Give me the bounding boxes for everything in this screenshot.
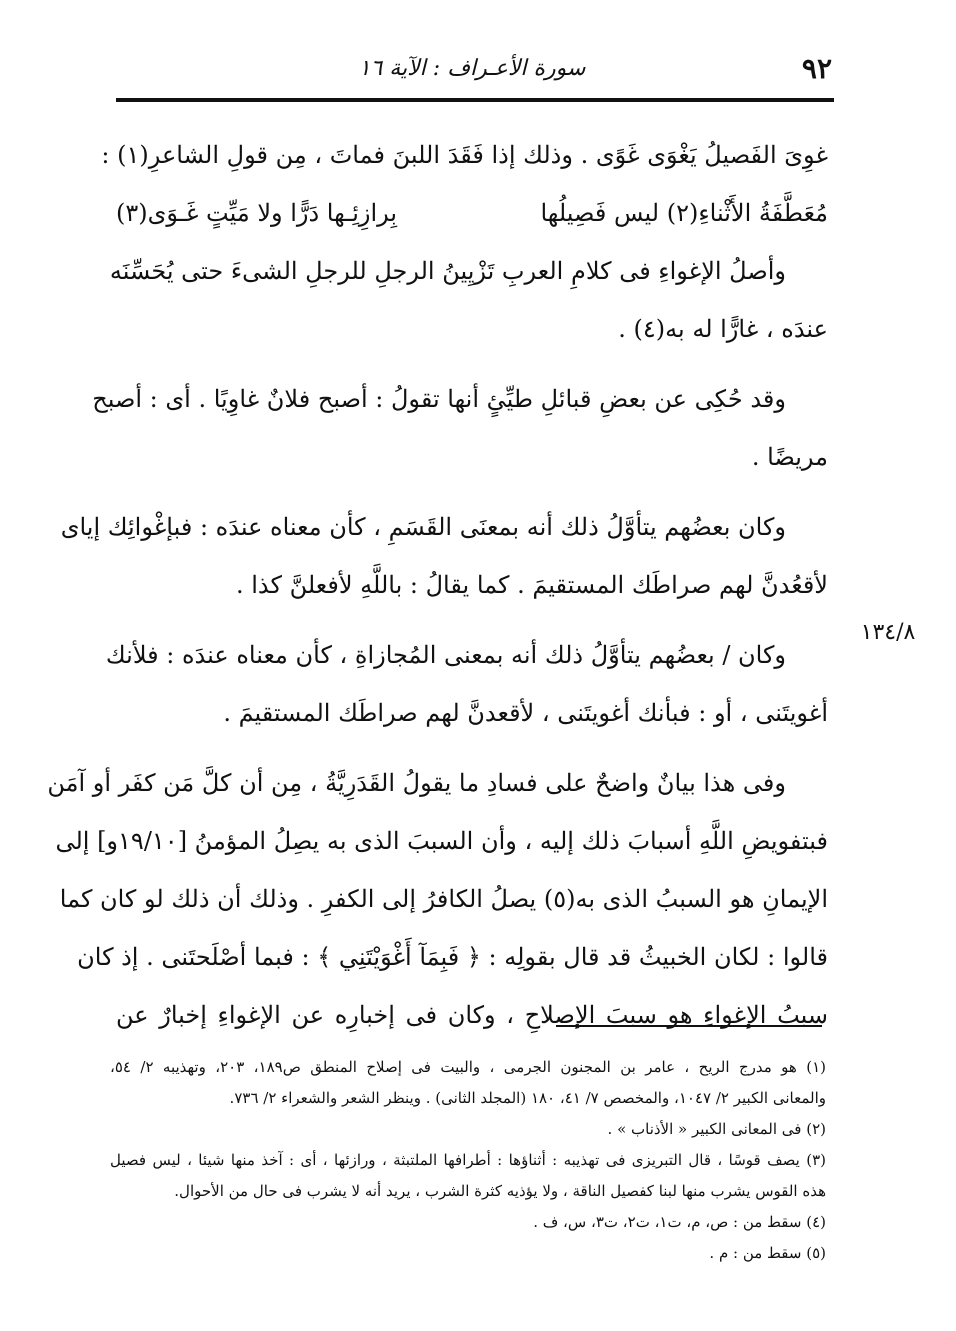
- text-line: عندَه ، غارًّا له به(٤) .: [618, 315, 828, 343]
- footnote-line: (٤) سقط من : ص، م، ت١، ت٢، ت٣، س، ف .: [533, 1213, 826, 1231]
- text-line: قالوا : لكان الخبيثُ قد قال بقولِه : ﴿ فَبِمَآ أَغْوَيْتَنِي ﴾ : فبما أصْلَحتَنى . إذ كان: [77, 943, 828, 971]
- footnote-4: [110, 1207, 826, 1238]
- verse-first-hemistich: مُعَطَّفَةُ الأَثْناءِ(٢) ليس فَصِيلُها: [540, 199, 828, 227]
- footnotes: [110, 1052, 826, 1269]
- header-rule: [116, 98, 834, 102]
- text-line: الإيمانِ هو السببُ الذى به(٥) يصلُ الكافرُ إلى الكفرِ . وذلك أن ذلك لو كان كما: [59, 885, 828, 913]
- text-line: وفى هذا بيانٌ واضحٌ على فسادِ ما يقولُ القَدَرِيَّةُ ، مِن أن كلَّ مَن كفَر أو آمَن: [47, 769, 786, 797]
- footnote-line: (٢) فى المعانى الكبير « الأذناب » .: [607, 1120, 826, 1138]
- text-line: غوِىَ الفَصيلُ يَغْوَى غَوًى . وذلك إذا فَقَدَ اللبنَ فماتَ ، مِن قولِ الشاعرِ(١) :: [101, 141, 828, 169]
- text-line: وكان / بعضُهم يتأوَّلُ ذلك أنه بمعنى المُجازاةِ ، كأن معناه عندَه : فلأنك: [105, 641, 786, 669]
- footnote-separator: [556, 1025, 822, 1027]
- text-line: سببُ الإغواءِ هو سببَ الإصلاحِ ، وكان فى إخبارِه عن الإغواءِ إخبارٌ عن: [116, 1001, 828, 1029]
- text-line: أغويتَنى ، أو : فبأنك أغويتَنى ، لأقعدنَّ لهم صراطَك المستقيمَ .: [223, 699, 828, 727]
- footnote-line: (٥) سقط من : م .: [709, 1244, 826, 1262]
- footnote-5: [110, 1238, 826, 1269]
- footnote-1: [110, 1052, 826, 1114]
- text-line: وقد حُكِى عن بعضِ قبائلِ طيِّئٍ أنها تقولُ : أصبح فلانٌ غاوِيًا . أى : أصبح: [92, 385, 786, 413]
- page-header: [118, 52, 832, 92]
- footnote-line: هذه القوس يشرب منها لبنا كفصيل الناقة ، ولا يؤذيه كثرة الشرب ، يريد أنه لا يشرب فى حال من الأحوال.: [174, 1182, 826, 1200]
- verse-second-hemistich: بِرازِئِـها دَرًّا ولا مَيِّتٍ غَـوَى(٣): [116, 199, 398, 227]
- text-line: مريضًا .: [751, 443, 828, 471]
- running-title: سورة الأعـراف : الآية ١٦: [358, 56, 586, 81]
- footnote-line: (١) هو مدرج الريح ، عامر بن المجنون الجرمى ، والبيت فى إصلاح المنطق ص١٨٩، ٢٠٣، وتهذيبه ٢/ ٥٤،: [110, 1058, 827, 1076]
- main-text: [47, 126, 828, 1044]
- page-number: ٩٢: [801, 52, 832, 85]
- footnote-line: والمعانى الكبير ٢/ ١٠٤٧، والمخصص ٧/ ٤١، ١٨٠ (المجلد الثانى) . وينظر الشعر والشعراء ٢/ ٧٣٦.: [229, 1089, 826, 1107]
- margin-volume-page-note: ١٣٤/٨: [860, 620, 916, 645]
- footnote-line: (٣) يصف قوسًا ، قال التبريزى فى تهذيبه : أثناؤها : أطرافها الملتبثة ، ورازئها ، أى : آخذ منها شيئا ، ليس فصيل: [110, 1151, 826, 1169]
- poetry-verse: [116, 184, 828, 242]
- footnote-3: [110, 1145, 826, 1207]
- footnote-2: [110, 1114, 826, 1145]
- text-line: فبتفويضِ اللَّهِ أسبابَ ذلك إليه ، وأن السببَ الذى به يصِلُ المؤمنُ [١٩/١٠و] إلى: [55, 827, 828, 855]
- text-line: وأصلُ الإغواءِ فى كلامِ العربِ تَزْيِينُ الرجلِ للرجلِ الشىءَ حتى يُحَسِّنَه: [109, 257, 786, 285]
- text-line: وكان بعضُهم يتأوَّلُ ذلك أنه بمعنَى القَسَمِ ، كأن معناه عندَه : فبإغْوائِك إياى: [60, 513, 786, 541]
- text-line: لأقعُدنَّ لهم صراطَك المستقيمَ . كما يقالُ : باللَّهِ لأفعلنَّ كذا .: [236, 571, 828, 599]
